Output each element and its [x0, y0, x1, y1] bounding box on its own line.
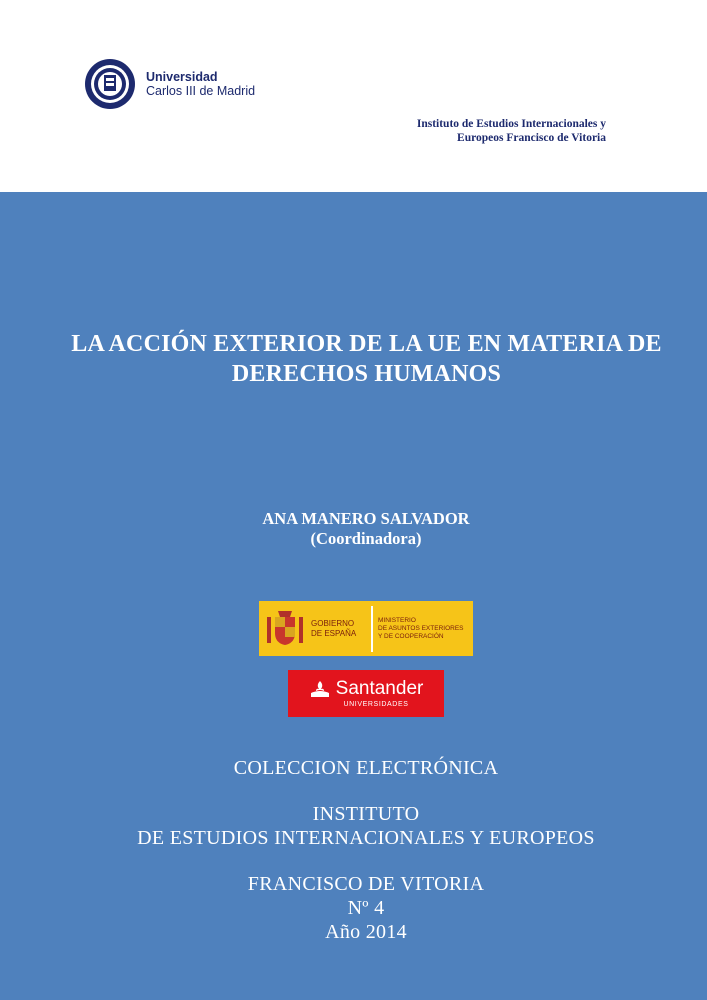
collection-line2: INSTITUTO	[312, 803, 420, 825]
author-name: ANA MANERO SALVADOR	[262, 509, 470, 528]
gov-right-line3: Y DE COOPERACIÓN	[378, 632, 444, 640]
collection-info	[0, 756, 707, 944]
institute-name	[417, 117, 606, 145]
page-header	[0, 0, 707, 192]
title-line2: DERECHOS HUMANOS	[231, 361, 502, 387]
coat-of-arms-icon	[265, 609, 305, 649]
author-block	[0, 509, 707, 549]
santander-flame-icon	[309, 680, 331, 698]
gov-left-line1: GOBIERNO	[311, 618, 355, 628]
gov-right-line2: DE ASUNTOS EXTERIORES	[378, 624, 464, 632]
university-line2: Carlos III de Madrid	[146, 84, 256, 98]
title-line1: LA ACCIÓN EXTERIOR DE LA UE EN MATERIA DE	[71, 331, 662, 357]
institute-line1: Instituto de Estudios Internacionales y	[416, 118, 606, 130]
santander-sub: UNIVERSIDADES	[343, 700, 409, 708]
collection-year: Año 2014	[325, 921, 407, 943]
ministerio-text	[378, 617, 463, 641]
university-line1: Universidad	[146, 70, 218, 84]
gobierno-espana-logo	[259, 601, 473, 656]
gov-right-line1: MINISTERIO	[378, 616, 416, 624]
cover-panel	[0, 192, 707, 1000]
santander-universidades-logo	[288, 670, 444, 717]
collection-line1: COLECCION ELECTRÓNICA	[233, 757, 499, 779]
gobierno-text	[311, 619, 367, 639]
uc3m-seal-icon	[84, 58, 136, 110]
gov-left-line2: DE ESPAÑA	[311, 628, 357, 638]
author-role: (Coordinadora)	[310, 529, 422, 548]
institute-line2: Europeos Francisco de Vitoria	[457, 132, 606, 144]
collection-line3: DE ESTUDIOS INTERNACIONALES Y EUROPEOS	[137, 827, 595, 849]
logo-divider	[371, 606, 373, 652]
collection-number: Nº 4	[347, 897, 385, 919]
collection-line4: FRANCISCO DE VITORIA	[247, 873, 485, 895]
book-title	[30, 329, 703, 389]
uc3m-wordmark	[146, 70, 255, 98]
uc3m-logo	[84, 58, 255, 110]
santander-name: Santander	[335, 677, 424, 699]
